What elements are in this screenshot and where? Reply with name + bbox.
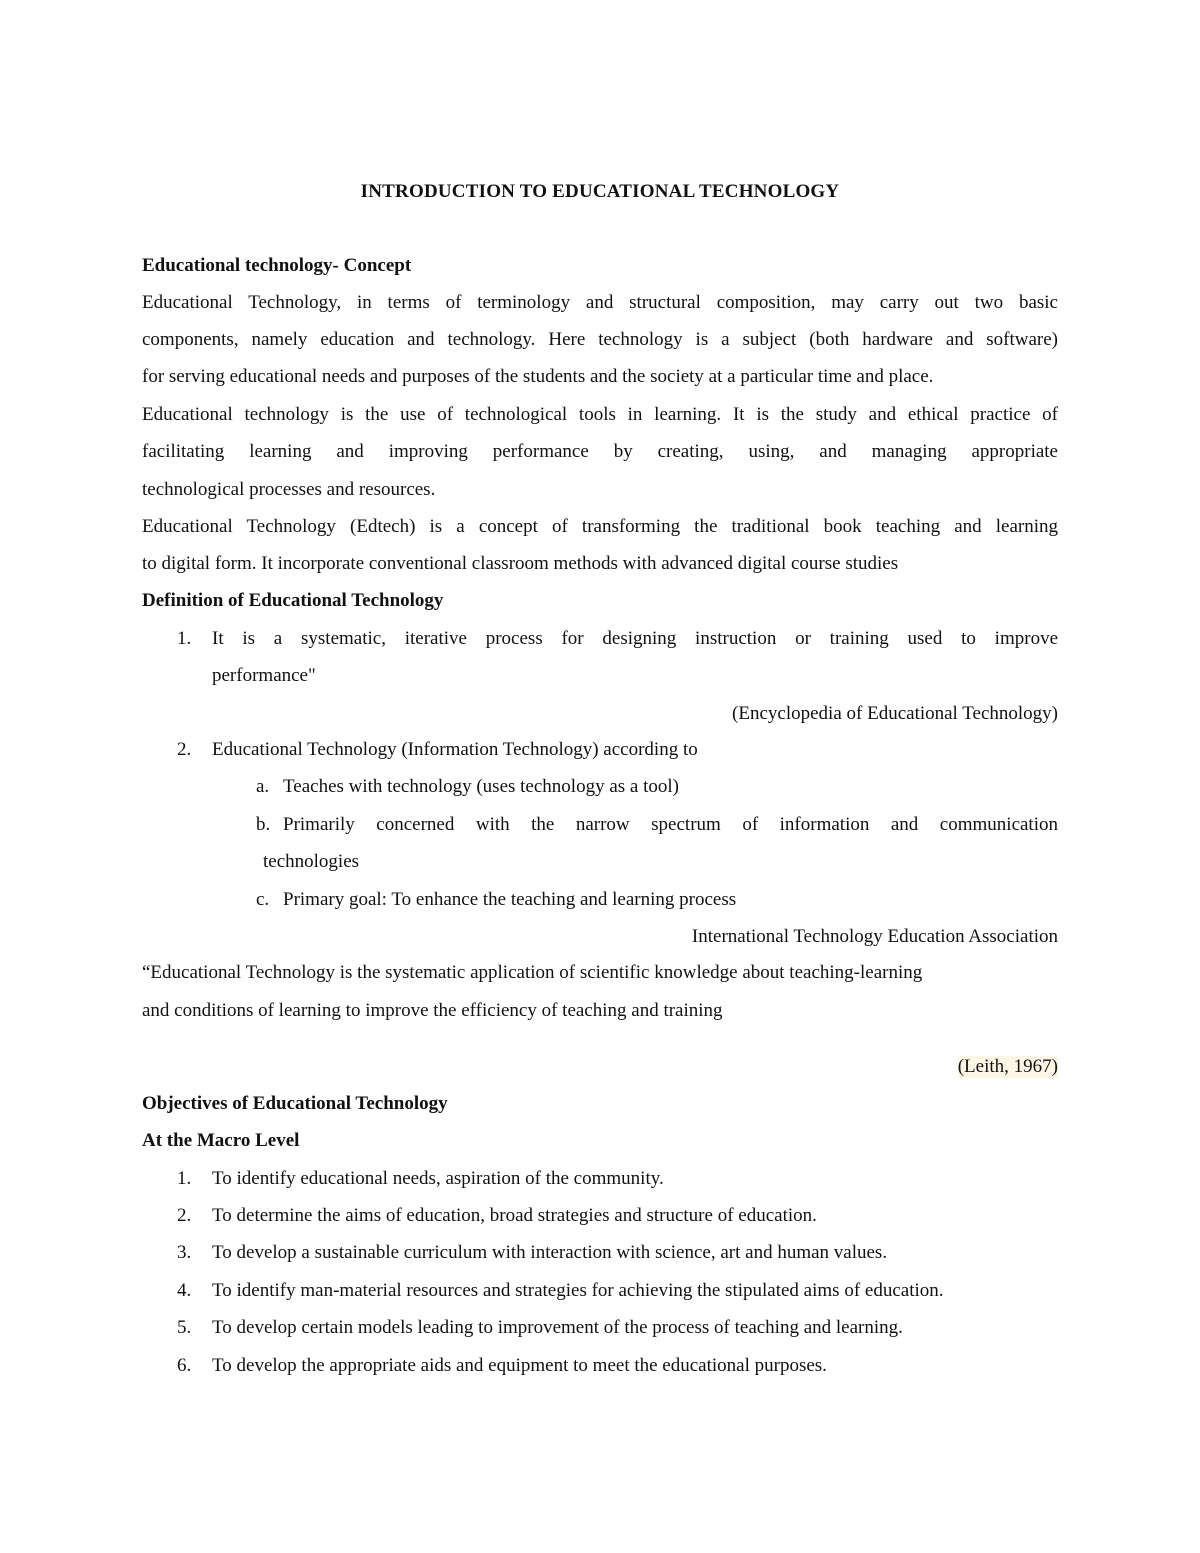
objective-number: 4. — [177, 1280, 192, 1301]
objective-number: 5. — [177, 1317, 192, 1338]
definition-sub-c-label: c. — [256, 889, 270, 910]
objective-text: To identify man-material resources and strategies for achieving the stipulated aims of education. — [212, 1280, 944, 1301]
definition-sub-c-text: Primary goal: To enhance the teaching and learning process — [283, 889, 737, 910]
objectives-subheading: At the Macro Level — [142, 1130, 300, 1151]
concept-p3-line2: to digital form. It incorporate conventional classroom methods with advanced digital course studies — [142, 553, 899, 574]
page-title: INTRODUCTION TO EDUCATIONAL TECHNOLOGY — [360, 181, 840, 202]
objectives-heading: Objectives of Educational Technology — [142, 1093, 448, 1114]
definition-item1-source: (Encyclopedia of Educational Technology) — [732, 703, 1058, 724]
definition-item2-source: International Technology Education Association — [691, 926, 1058, 947]
definition-item1-line2: performance" — [212, 665, 316, 686]
concept-p1-line2: components, namely education and technology. Here technology is a subject (both hardware and software) — [142, 329, 1058, 350]
concept-p2-line3: technological processes and resources. — [142, 479, 436, 500]
definition-quote-line2: and conditions of learning to improve the efficiency of teaching and training — [142, 1000, 723, 1021]
objective-number: 2. — [177, 1205, 192, 1226]
definition-quote-line1: “Educational Technology is the systematic application of scientific knowledge about teaching-learning — [142, 962, 923, 983]
definition-sub-a-text: Teaches with technology (uses technology as a tool) — [283, 776, 679, 797]
objective-number: 1. — [177, 1168, 192, 1189]
objective-text: To develop a sustainable curriculum with interaction with science, art and human values. — [212, 1242, 888, 1263]
concept-p1-line3: for serving educational needs and purposes of the students and the society at a particular time and place. — [142, 366, 934, 387]
definition-quote-source: (Leith, 1967) — [957, 1056, 1058, 1077]
concept-p2-line2: facilitating learning and improving performance by creating, using, and managing appropriate — [142, 441, 1058, 462]
definition-sub-b-line2: technologies — [263, 851, 360, 872]
definition-item1-number: 1. — [177, 628, 192, 649]
objective-text: To develop certain models leading to improvement of the process of teaching and learning. — [212, 1317, 903, 1338]
definition-heading: Definition of Educational Technology — [142, 590, 444, 611]
objective-text: To identify educational needs, aspiration of the community. — [212, 1168, 664, 1189]
definition-item1-line1: It is a systematic, iterative process for designing instruction or training used to improve — [212, 628, 1058, 649]
definition-item2-number: 2. — [177, 739, 192, 760]
definition-sub-b-line1: Primarily concerned with the narrow spectrum of information and communication — [283, 814, 1058, 835]
objective-text: To develop the appropriate aids and equipment to meet the educational purposes. — [212, 1355, 827, 1376]
objective-number: 3. — [177, 1242, 192, 1263]
objective-number: 6. — [177, 1355, 192, 1376]
objective-text: To determine the aims of education, broad strategies and structure of education. — [212, 1205, 817, 1226]
definition-sub-a-label: a. — [256, 776, 270, 797]
concept-heading: Educational technology- Concept — [142, 255, 412, 276]
concept-p3-line1: Educational Technology (Edtech) is a concept of transforming the traditional book teaching and learning — [142, 516, 1058, 537]
concept-p1-line1: Educational Technology, in terms of terminology and structural composition, may carry out two basic — [142, 292, 1058, 313]
definition-sub-b-label: b. — [256, 814, 271, 835]
definition-item2-text: Educational Technology (Information Technology) according to — [212, 739, 698, 760]
concept-p2-line1: Educational technology is the use of technological tools in learning. It is the study and ethical practice of — [142, 404, 1058, 425]
